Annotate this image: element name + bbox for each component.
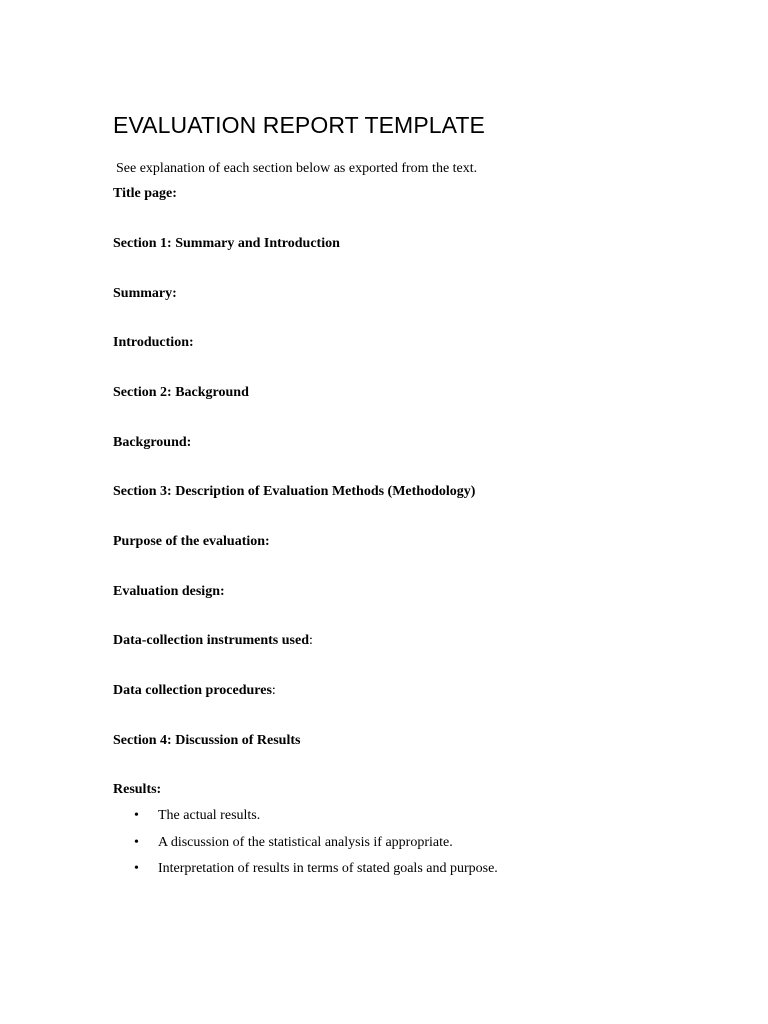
heading-suffix: :: [271, 683, 276, 698]
heading-label: Data collection procedures: [113, 683, 272, 698]
heading-label: Results:: [113, 782, 162, 797]
heading-label: Summary:: [113, 286, 177, 301]
bullet-icon: •: [134, 861, 139, 876]
heading-results: [113, 782, 161, 798]
heading-label: Purpose of the evaluation:: [113, 534, 270, 549]
bullet-text: The actual results.: [158, 808, 261, 823]
heading-label: Section 4: Discussion of Results: [113, 733, 301, 748]
heading-label: Introduction:: [113, 335, 194, 350]
document-title: EVALUATION REPORT TEMPLATE: [113, 112, 485, 138]
heading-label: Section 1: Summary and Introduction: [113, 236, 340, 251]
heading-data-collection-instruments: [113, 633, 313, 649]
bullet-text: A discussion of the statistical analysis if appropriate.: [158, 835, 453, 850]
heading-data-collection-procedures: [113, 683, 276, 699]
heading-title-page: [113, 186, 177, 202]
intro-text: See explanation of each section below as exported from the text.: [116, 161, 478, 176]
heading-section-3: [113, 484, 475, 500]
heading-label: Section 2: Background: [113, 385, 249, 400]
heading-label: Data-collection instruments used: [113, 633, 309, 648]
heading-section-1: [113, 236, 340, 252]
heading-summary: [113, 286, 177, 302]
heading-introduction: [113, 335, 194, 351]
heading-evaluation-design: [113, 584, 225, 600]
heading-label: Title page:: [113, 186, 177, 201]
heading-section-4: [113, 733, 300, 749]
heading-label: Evaluation design:: [113, 584, 225, 599]
bullet-icon: •: [134, 808, 139, 823]
heading-purpose: [113, 534, 270, 550]
bullet-text: Interpretation of results in terms of stated goals and purpose.: [158, 861, 498, 876]
heading-label: Section 3: Description of Evaluation Methods (Methodology): [113, 484, 476, 499]
bullet-icon: •: [134, 835, 139, 850]
heading-label: Background:: [113, 435, 192, 450]
heading-background: [113, 435, 191, 451]
heading-section-2: [113, 385, 249, 401]
heading-suffix: :: [309, 633, 313, 648]
